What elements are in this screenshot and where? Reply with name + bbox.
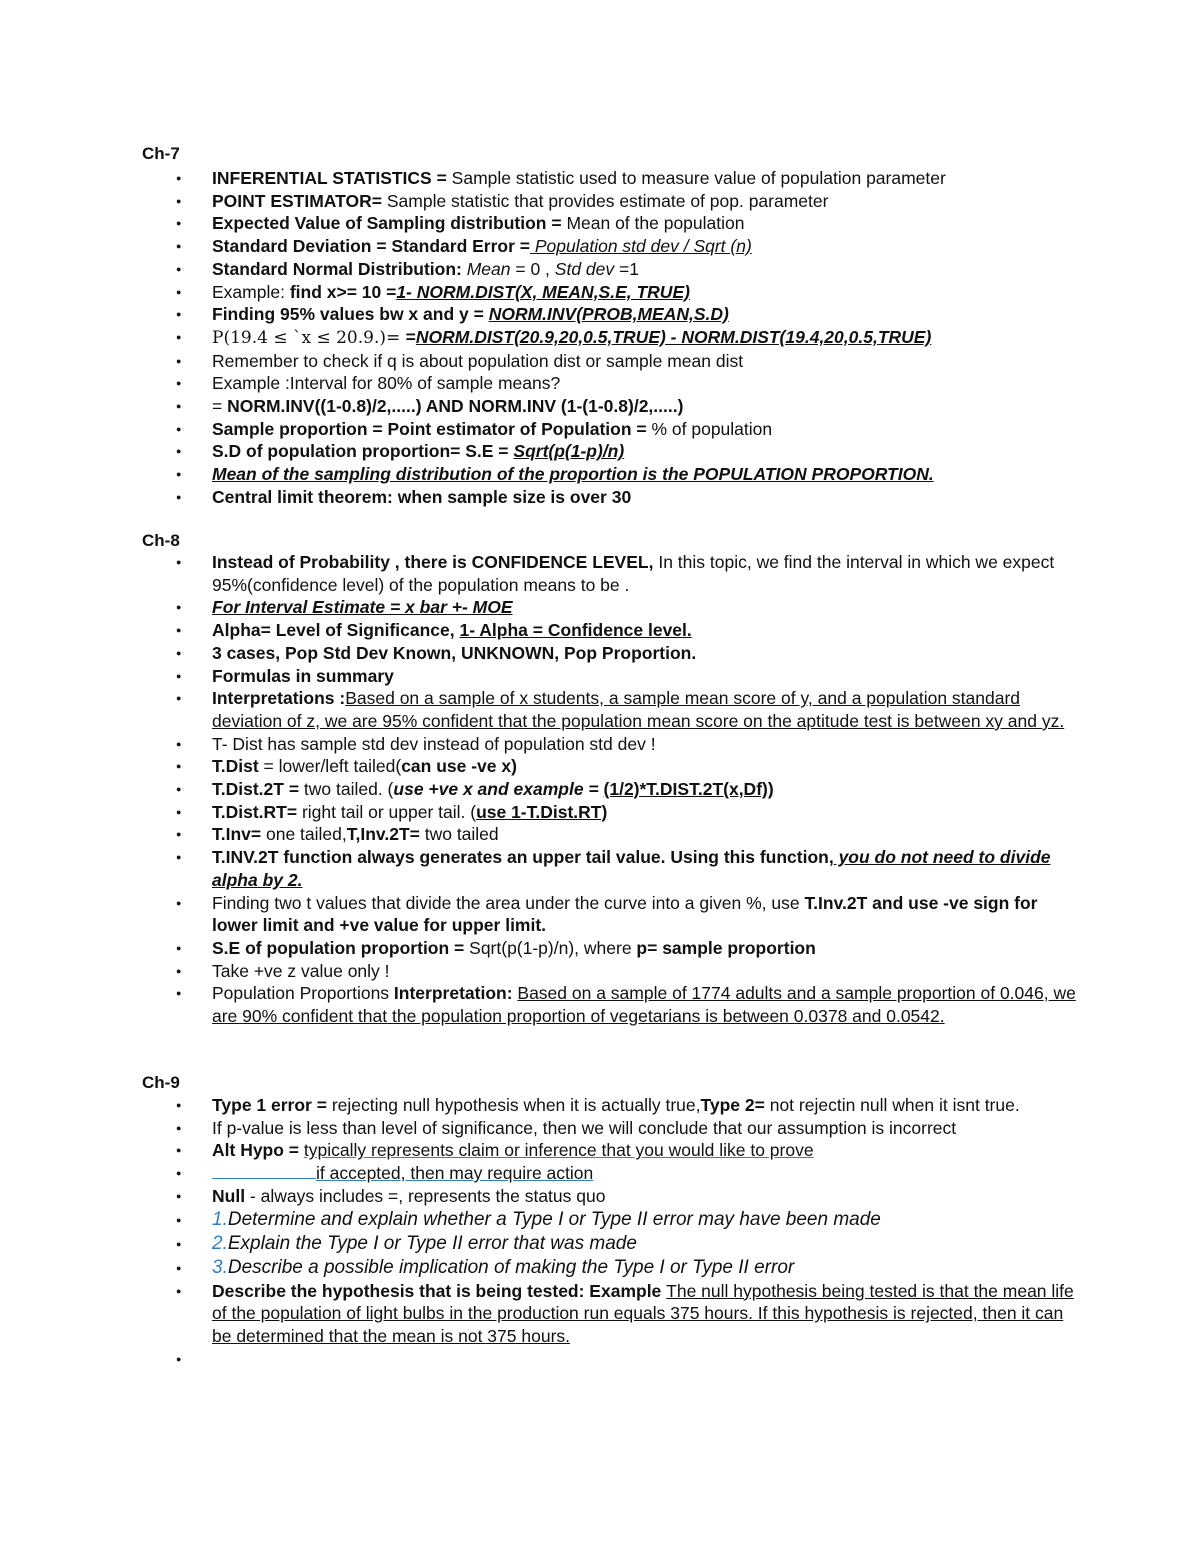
list-item: ● T- Dist has sample std dev instead of population std dev ! xyxy=(212,733,1082,756)
list-item: ● = NORM.INV((1-0.8)/2,.....) AND NORM.INV (1-(1-0.8)/2,.....) xyxy=(212,395,1082,418)
list-item: ● T.Inv= one tailed,T,Inv.2T= two tailed xyxy=(212,823,1082,846)
ch7-bullet-list xyxy=(212,167,1082,509)
ch9-bullet-list xyxy=(212,1094,1082,1370)
list-item: ● T.Dist.RT= right tail or upper tail. (use 1-T.Dist.RT) xyxy=(212,801,1082,824)
list-item: ● Mean of the sampling distribution of the proportion is the POPULATION PROPORTION. xyxy=(212,463,1082,486)
list-item: ● Sample proportion = Point estimator of Population = % of population xyxy=(212,418,1082,441)
list-item: ● For Interval Estimate = x bar +- MOE xyxy=(212,596,1082,619)
list-item: ● INFERENTIAL STATISTICS = Sample statistic used to measure value of population parameter xyxy=(212,167,1082,190)
list-item: ● P(19.4 ≤ `x ≤ 20.9.)= =NORM.DIST(20.9,20,0.5,TRUE) - NORM.DIST(19.4,20,0.5,TRUE) xyxy=(212,326,1082,350)
chapter-heading-ch7: Ch-7 xyxy=(142,144,180,163)
blank-underline xyxy=(212,1164,316,1179)
list-item: ● 1.Determine and explain whether a Type I or Type II error may have been made xyxy=(212,1208,1082,1232)
list-item: ● Standard Normal Distribution: Mean = 0 , Std dev =1 xyxy=(212,258,1082,281)
list-item: ● Alt Hypo = typically represents claim or inference that you would like to prove xyxy=(212,1139,1082,1162)
list-item: ● Finding 95% values bw x and y = NORM.INV(PROB,MEAN,S.D) xyxy=(212,303,1082,326)
list-item: ● Null - always includes =, represents the status quo xyxy=(212,1185,1082,1208)
list-item: ● T.INV.2T function always generates an upper tail value. Using this function, you do not need to divide alpha by 2. xyxy=(212,846,1082,891)
list-item: ● if accepted, then may require action xyxy=(212,1162,1082,1185)
list-item: ● Take +ve z value only ! xyxy=(212,960,1082,983)
list-item: ● Finding two t values that divide the area under the curve into a given %, use T.Inv.2T and use -ve sign for lower limit and +ve value for upper limit. xyxy=(212,892,1082,937)
list-item: ● Population Proportions Interpretation: Based on a sample of 1774 adults and a sample proportion of 0.046, we are 90% confident that the population proportion of vegetarians is between 0.0378 and 0.0542. xyxy=(212,982,1082,1027)
list-item: ● Example: find x>= 10 =1- NORM.DIST(X, MEAN,S.E, TRUE) xyxy=(212,281,1082,304)
list-item: ● If p-value is less than level of significance, then we will conclude that our assumption is incorrect xyxy=(212,1117,1082,1140)
list-item: ● Remember to check if q is about population dist or sample mean dist xyxy=(212,350,1082,373)
list-item: ● Alpha= Level of Significance, 1- Alpha = Confidence level. xyxy=(212,619,1082,642)
list-item: ● Expected Value of Sampling distribution = Mean of the population xyxy=(212,212,1082,235)
list-item: ● Describe the hypothesis that is being tested: Example The null hypothesis being tested is that the mean life of the population of light bulbs in the production run equals 375 hours. If this hypothesis is rejected, then it can be determined that the mean is not 375 hours. xyxy=(212,1280,1082,1348)
list-item: ● T.Dist = lower/left tailed(can use -ve x) xyxy=(212,755,1082,778)
list-item: ● Type 1 error = rejecting null hypothesis when it is actually true,Type 2= not rejectin null when it isnt true. xyxy=(212,1094,1082,1117)
list-item: ● 3.Describe a possible implication of making the Type I or Type II error xyxy=(212,1256,1082,1280)
list-item: ● S.E of population proportion = Sqrt(p(1-p)/n), where p= sample proportion xyxy=(212,937,1082,960)
chapter-heading-ch9: Ch-9 xyxy=(142,1073,180,1092)
list-item: ● 3 cases, Pop Std Dev Known, UNKNOWN, Pop Proportion. xyxy=(212,642,1082,665)
list-item: ● POINT ESTIMATOR= Sample statistic that provides estimate of pop. parameter xyxy=(212,190,1082,213)
ch8-bullet-list xyxy=(212,551,1082,1028)
list-item: ● Central limit theorem: when sample size is over 30 xyxy=(212,486,1082,509)
list-item: ● Example :Interval for 80% of sample means? xyxy=(212,372,1082,395)
list-item-empty xyxy=(212,1348,1082,1371)
list-item: ● Instead of Probability , there is CONFIDENCE LEVEL, In this topic, we find the interval in which we expect 95%(confidence level) of the population means to be . xyxy=(212,551,1082,596)
list-item: ● Standard Deviation = Standard Error = Population std dev / Sqrt (n) xyxy=(212,235,1082,258)
math-expression: P(19.4 ≤ `x ≤ 20.9.)= xyxy=(212,327,406,348)
list-item: ● Interpretations :Based on a sample of x students, a sample mean score of y, and a population standard deviation of z, we are 95% confident that the population mean score on the aptitude test is between xy and yz. xyxy=(212,687,1082,732)
list-item: ● Formulas in summary xyxy=(212,665,1082,688)
list-item: ● T.Dist.2T = two tailed. (use +ve x and example = (1/2)*T.DIST.2T(x,Df)) xyxy=(212,778,1082,801)
chapter-heading-ch8: Ch-8 xyxy=(142,531,180,550)
list-item: ● 2.Explain the Type I or Type II error that was made xyxy=(212,1232,1082,1256)
list-item: ● S.D of population proportion= S.E = Sqrt(p(1-p)/n) xyxy=(212,440,1082,463)
